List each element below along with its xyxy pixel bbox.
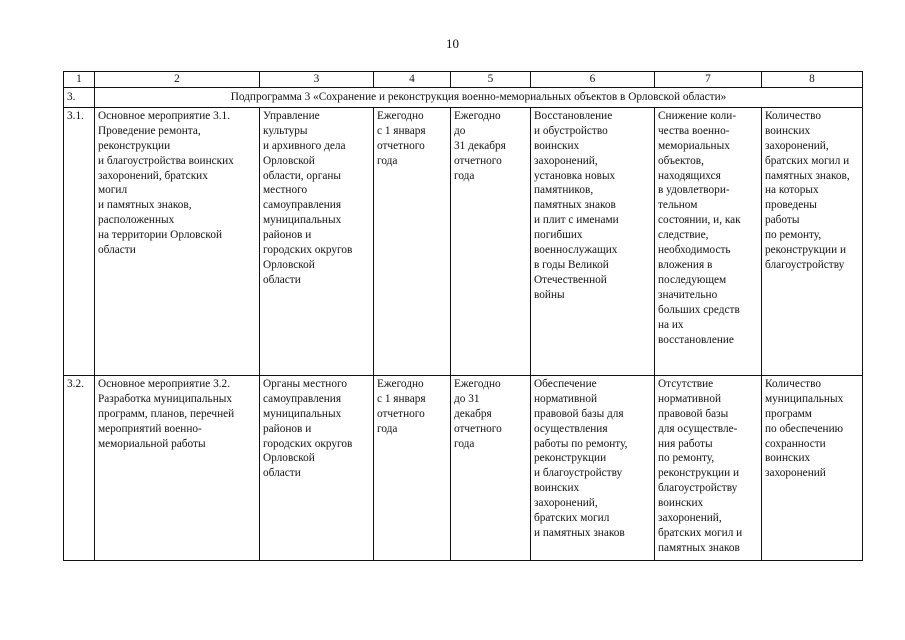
indicator-cell: Количество муниципальных программ по обеспечению сохранности воинских захоронений: [762, 375, 863, 560]
column-number: 1: [64, 72, 95, 88]
row-number: 3.2.: [64, 375, 95, 560]
executor-cell: Органы местного самоуправления муниципальных районов и городских округов Орловской области: [260, 375, 374, 560]
expected-result-cell: Восстановление и обустройство воинских захоронений, установка новых памятников, памятных знаков и плит с именами погибших военнослужащих в годы Великой Отечественной войны: [531, 107, 655, 375]
consequences-cell: Снижение коли- чества военно- мемориальных объектов, находящихся в удовлетвори- тельном состоянии, и, как следствие, необходимость вложения в последующем значительно больших средств на их восстановление: [655, 107, 762, 375]
row-number: 3.1.: [64, 107, 95, 375]
start-date-cell: Ежегодно с 1 января отчетного года: [374, 375, 451, 560]
consequences-cell: Отсутствие нормативной правовой базы для осуществле- ния работы по ремонту, реконструкции и благоустройству воинских захоронений, братских могил и памятных знаков: [655, 375, 762, 560]
indicator-cell: Количество воинских захоронений, братских могил и памятных знаков, на которых проведены работы по ремонту, реконструкции и благоустройству: [762, 107, 863, 375]
column-number: 3: [260, 72, 374, 88]
start-date-cell: Ежегодно с 1 января отчетного года: [374, 107, 451, 375]
table-row: [64, 375, 863, 560]
column-number: 8: [762, 72, 863, 88]
expected-result-cell: Обеспечение нормативной правовой базы для осуществления работы по ремонту, реконструкции и благоустройству воинских захоронений, братских могил и памятных знаков: [531, 375, 655, 560]
event-cell: Основное мероприятие 3.1. Проведение ремонта, реконструкции и благоустройства воинских захоронений, братских могил и памятных знаков, расположенных на территории Орловской области: [95, 107, 260, 375]
page-number: 10: [446, 36, 459, 51]
measures-table: [63, 71, 863, 561]
table-row: [64, 107, 863, 375]
subprogram-number: 3.: [64, 87, 95, 107]
event-cell: Основное мероприятие 3.2. Разработка муниципальных программ, планов, перечней мероприятий военно- мемориальной работы: [95, 375, 260, 560]
executor-cell: Управление культуры и архивного дела Орловской области, органы местного самоуправления муниципальных районов и городских округов Орловской области: [260, 107, 374, 375]
end-date-cell: Ежегодно до 31 декабря отчетного года: [451, 375, 531, 560]
column-number: 6: [531, 72, 655, 88]
subprogram-title: Подпрограмма 3 «Сохранение и реконструкция военно-мемориальных объектов в Орловской области»: [95, 87, 863, 107]
column-number: 2: [95, 72, 260, 88]
subprogram-row: [64, 87, 863, 107]
column-number-row: [64, 72, 863, 88]
column-number: 5: [451, 72, 531, 88]
end-date-cell: Ежегодно до 31 декабря отчетного года: [451, 107, 531, 375]
column-number: 4: [374, 72, 451, 88]
column-number: 7: [655, 72, 762, 88]
